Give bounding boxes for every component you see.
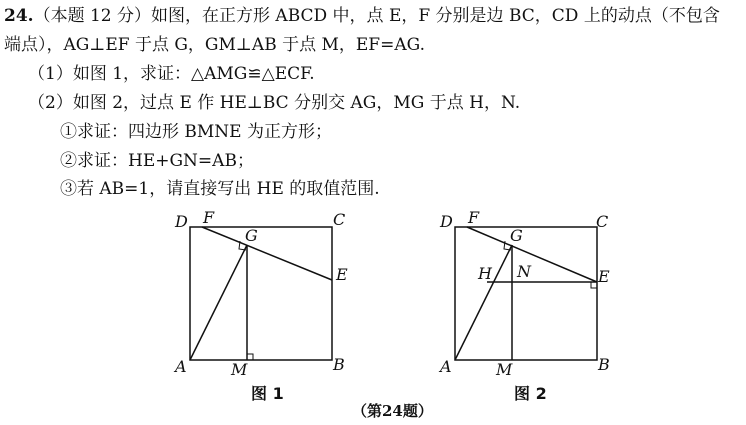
sub-question-3: ③若 AB=1，请直接写出 HE 的取值范围. bbox=[60, 179, 380, 199]
figure-2-caption: 图 2 bbox=[514, 384, 547, 403]
sub-question-1: ①求证：四边形 BMNE 为正方形； bbox=[60, 122, 332, 142]
label-b: B bbox=[598, 355, 610, 374]
problem-stem-2: 端点），AG⊥EF 于点 G，GM⊥AB 于点 M，EF=AG. bbox=[4, 35, 425, 55]
segment-ag bbox=[455, 245, 512, 360]
problem-number: 24. bbox=[4, 6, 34, 26]
label-e: E bbox=[598, 267, 610, 286]
figure-1-caption: 图 1 bbox=[251, 384, 284, 403]
part-2: （2）如图 2，过点 E 作 HE⊥BC 分别交 AG，MG 于点 H，N. bbox=[28, 93, 521, 113]
label-a: A bbox=[440, 357, 452, 376]
square-abcd bbox=[190, 227, 332, 360]
label-e: E bbox=[336, 265, 348, 284]
right-angle-m bbox=[247, 354, 253, 360]
square-abcd bbox=[455, 227, 597, 360]
label-g: G bbox=[245, 226, 258, 245]
label-g: G bbox=[510, 226, 523, 245]
figure-footer: （第24题） bbox=[352, 402, 433, 420]
right-angle-e bbox=[591, 282, 597, 288]
problem-stem-1: （本题 12 分）如图，在正方形 ABCD 中，点 E，F 分别是边 BC，CD 上的动点（不包含 bbox=[33, 6, 720, 26]
segment-fe bbox=[202, 227, 332, 280]
segment-ag bbox=[190, 245, 247, 360]
label-n: N bbox=[517, 262, 531, 281]
label-h: H bbox=[478, 264, 492, 283]
label-f: F bbox=[203, 208, 215, 227]
figure-1 bbox=[165, 205, 365, 405]
part-1: （1）如图 1，求证：△AMG≌△ECF. bbox=[28, 64, 315, 84]
label-d: D bbox=[175, 212, 188, 231]
problem-line-1 bbox=[4, 5, 720, 27]
label-f: F bbox=[468, 208, 480, 227]
label-c: C bbox=[333, 210, 346, 229]
label-m: M bbox=[496, 360, 513, 379]
sub-question-2: ②求证：HE+GN=AB； bbox=[60, 151, 254, 171]
label-a: A bbox=[175, 357, 187, 376]
label-m: M bbox=[231, 360, 248, 379]
figure-2 bbox=[430, 205, 630, 405]
label-d: D bbox=[440, 212, 453, 231]
label-c: C bbox=[596, 212, 609, 231]
label-b: B bbox=[333, 355, 345, 374]
